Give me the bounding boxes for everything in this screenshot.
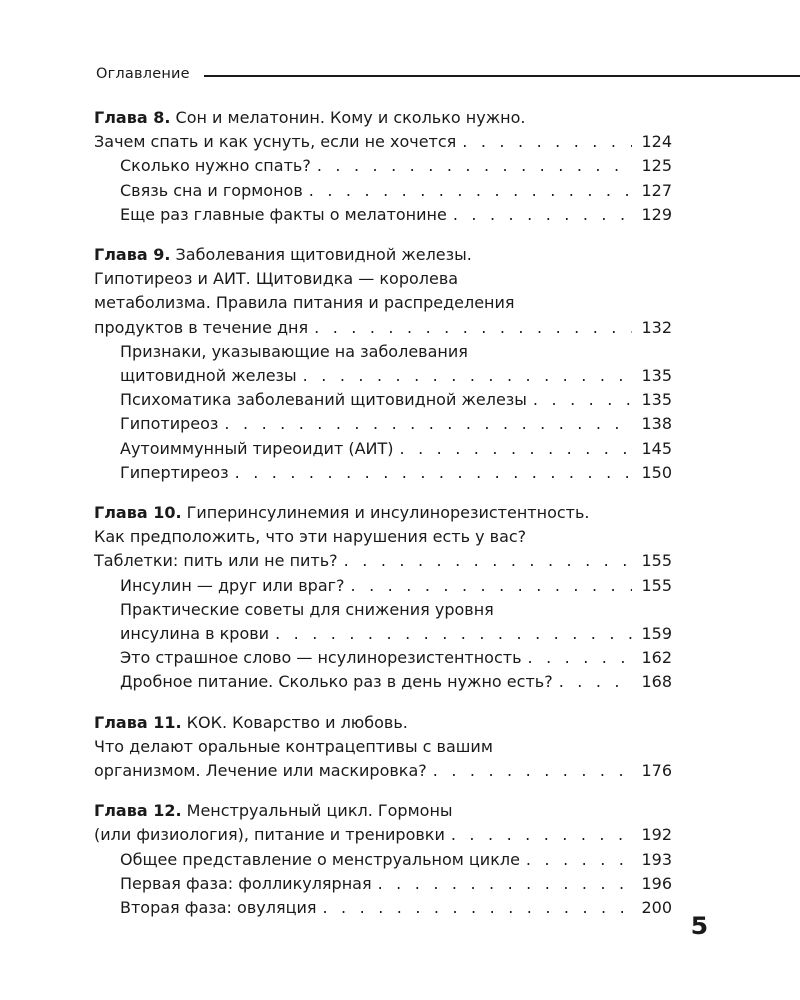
dot-leader (344, 549, 632, 573)
dot-leader (314, 316, 632, 340)
chapter-label: Глава 9. (94, 245, 171, 265)
section-entry[interactable] (94, 896, 672, 920)
page-ref: 124 (641, 132, 672, 152)
chapter-title-line (94, 501, 672, 525)
page-ref: 176 (641, 761, 672, 781)
section-title: Связь сна и гормонов (120, 180, 303, 200)
page-ref: 168 (641, 672, 672, 692)
chapter-entry[interactable] (94, 549, 672, 573)
page-ref: 196 (641, 873, 672, 893)
page-ref: 132 (641, 317, 672, 337)
section-entry[interactable] (94, 388, 672, 412)
dot-leader (351, 574, 632, 598)
chapter-title-cont: Что делают оральные контрацептивы с вашим (94, 736, 493, 756)
page-ref: 155 (641, 551, 672, 571)
section-entry[interactable] (94, 364, 672, 388)
running-head-rule (204, 75, 800, 77)
chapter-title: Менструальный цикл. Гормоны (186, 801, 453, 821)
section-title: Аутоиммунный тиреоидит (АИТ) (120, 438, 394, 458)
chapter-title-cont: Гипотиреоз и АИТ. Щитовидка — королева (94, 269, 459, 289)
chapter-8 (94, 106, 672, 227)
dot-leader (275, 622, 632, 646)
section-entry[interactable] (94, 670, 672, 694)
page-ref: 145 (641, 438, 672, 458)
chapter-entry[interactable] (94, 759, 672, 783)
section-title: Гипотиреоз (120, 414, 219, 434)
chapter-title: Заболевания щитовидной железы. (175, 245, 472, 265)
section-title: Это страшное слово — нсулинорезистентность (120, 648, 522, 668)
dot-leader (235, 461, 632, 485)
page-ref: 192 (641, 825, 672, 845)
chapter-title-line (94, 106, 672, 130)
dot-leader (378, 872, 632, 896)
chapter-title-line (94, 711, 672, 735)
section-title: Общее представление о менструальном цикле (120, 849, 520, 869)
dot-leader (462, 130, 632, 154)
section-entry[interactable] (94, 622, 672, 646)
chapter-entry[interactable] (94, 130, 672, 154)
table-of-contents (94, 106, 672, 936)
section-title: щитовидной железы (120, 366, 297, 386)
section-entry[interactable] (94, 574, 672, 598)
chapter-entry[interactable] (94, 316, 672, 340)
chapter-title-line (94, 291, 672, 315)
chapter-11 (94, 711, 672, 784)
section-entry[interactable] (94, 872, 672, 896)
page-ref: 162 (641, 648, 672, 668)
section-entry[interactable] (94, 461, 672, 485)
page-ref: 150 (641, 462, 672, 482)
chapter-label: Глава 12. (94, 801, 182, 821)
section-title-start: Признаки, указывающие на заболевания (120, 341, 468, 361)
page-ref: 200 (641, 898, 672, 918)
dot-leader (533, 388, 632, 412)
dot-leader (309, 179, 632, 203)
section-title: инсулина в крови (120, 624, 270, 644)
chapter-title-cont: метаболизма. Правила питания и распределения (94, 293, 515, 313)
section-entry[interactable] (94, 848, 672, 872)
chapter-entry[interactable] (94, 823, 672, 847)
running-head (96, 64, 800, 84)
dot-leader (433, 759, 632, 783)
chapter-title: Сон и мелатонин. Кому и сколько нужно. (175, 108, 526, 127)
chapter-title-line (94, 735, 672, 759)
page-ref: 129 (641, 204, 672, 224)
dot-leader (451, 823, 632, 847)
chapter-title-line (94, 243, 672, 267)
chapter-title-end: Зачем спать и как уснуть, если не хочется (94, 132, 457, 152)
dot-leader (400, 437, 632, 461)
chapter-label: Глава 11. (94, 712, 182, 732)
chapter-title: Гиперинсулинемия и инсулинорезистентность. (186, 503, 590, 523)
page-ref: 135 (641, 366, 672, 386)
section-title-line (94, 598, 672, 622)
dot-leader (303, 364, 632, 388)
dot-leader (453, 203, 632, 227)
dot-leader (322, 896, 632, 920)
chapter-9 (94, 243, 672, 485)
chapter-12 (94, 799, 672, 920)
section-entry[interactable] (94, 437, 672, 461)
page-ref: 155 (641, 575, 672, 595)
page-ref: 193 (641, 849, 672, 869)
section-title: Сколько нужно спать? (120, 156, 311, 176)
dot-leader (224, 412, 632, 436)
running-head-title: Оглавление (96, 66, 190, 82)
chapter-title-end: (или физиология), питание и тренировки (94, 825, 445, 845)
chapter-title-end: организмом. Лечение или маскировка? (94, 761, 427, 781)
section-entry[interactable] (94, 203, 672, 227)
section-entry[interactable] (94, 412, 672, 436)
section-entry[interactable] (94, 646, 672, 670)
chapter-label: Глава 8. (94, 108, 171, 127)
dot-leader (317, 154, 632, 178)
page-ref: 138 (641, 414, 672, 434)
chapter-10 (94, 501, 672, 695)
section-title: Еще раз главные факты о мелатонине (120, 204, 447, 224)
chapter-title-line (94, 799, 672, 823)
section-title-line (94, 340, 672, 364)
section-title-start: Практические советы для снижения уровня (120, 599, 494, 619)
section-title: Вторая фаза: овуляция (120, 898, 317, 918)
page-ref: 125 (641, 156, 672, 176)
chapter-title-line (94, 267, 672, 291)
chapter-label: Глава 10. (94, 503, 182, 523)
dot-leader (559, 670, 632, 694)
section-entry[interactable] (94, 179, 672, 203)
section-title: Первая фаза: фолликулярная (120, 873, 372, 893)
chapter-title-end: продуктов в течение дня (94, 317, 309, 337)
chapter-title: КОК. Коварство и любовь. (186, 712, 408, 732)
chapter-title-end: Таблетки: пить или не пить? (94, 551, 338, 571)
chapter-title-cont: Как предположить, что эти нарушения есть у вас? (94, 527, 527, 547)
section-entry[interactable] (94, 154, 672, 178)
chapter-title-line (94, 525, 672, 549)
page-ref: 127 (641, 180, 672, 200)
section-title: Дробное питание. Сколько раз в день нужно есть? (120, 672, 553, 692)
page-number: 5 (690, 912, 709, 940)
dot-leader (528, 646, 632, 670)
section-title: Инсулин — друг или враг? (120, 575, 345, 595)
dot-leader (526, 848, 632, 872)
section-title: Психоматика заболеваний щитовидной железы (120, 390, 527, 410)
section-title: Гипертиреоз (120, 462, 229, 482)
page-ref: 159 (641, 624, 672, 644)
page-ref: 135 (641, 390, 672, 410)
